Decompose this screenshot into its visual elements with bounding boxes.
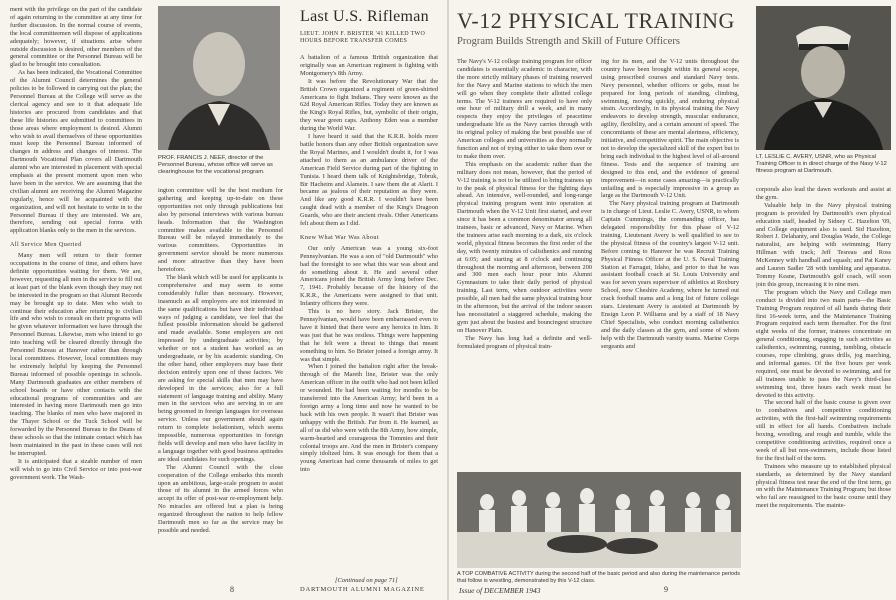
photo-caption: A TOP COMBATIVE ACTIVITY during the second half of the basic period and also during the maintenance periods that follow is wrestling, demonstrated by this V-12 class.: [457, 571, 741, 584]
paragraph: Our only American was a young six-foot Pennsylvanian. He was a son of "old Dartmouth" who had the foresight to see what this war was about and do something about it. He and several other Americans joined the British Army long before Dec. 7, 1941. Probably because of the history of the K.R.R., the Americans were assigned to that unit. Infantry officers they were.: [300, 244, 438, 308]
paragraph: The blank which will be used for applicants is comprehensive and may seem to some considerably fuller than necessary. However, inasmuch as all employers are not interested in the same qualifications but have their individual ways of judging a candidate, we feel that the fullest possible information should be gathered and made available. Some employers are not impressed by undergraduate activities; by whether or not a student has worked as an undergraduate, or by his academic standing. On the other hand, other employers may base their decision entirely upon one of these factors. We are asking for special skills that men may have developed in the services; also for a full statement of language training and ability. Many men in the services who are serving in or are being groomed in foreign languages for overseas service. Unless our government should again return to complete isolationism, which seems impossible, numerous opportunities in foreign fields will develop and men who have facility in a language together with good business aptitudes are ideal candidates for such openings.: [158, 273, 283, 463]
left-column-1: [10, 6, 142, 588]
subhead: Knew What War Was About: [300, 233, 380, 241]
paragraph: A battalion of a famous British organization that originally was an American regiment is fighting with Montgomery's 8th Army.: [300, 54, 438, 77]
article-deck: LIEUT. JOHN F. BRISTER '41 KILLED TWO HOURS BEFORE TRANSFER COMES: [300, 31, 426, 45]
paragraph: As has been indicated, the Vocational Committee of the Alumni Council determines the general policies to be followed in carrying out the plan; the Personnel Bureau at the College will serve as the clerical agency and see to it that adequate life histories are procured from candidates and that these life histories are submitted to committees in those areas where employment is desired. Alumni who wish to avail themselves of these opportunities must keep the Personnel Bureau informed of changes in address and changes of interest. The Dartmouth Vocational Plan covers all Dartmouth alumni who are interested in placement with special emphasis at the present moment upon men who have been in the service. We are assuming that the civilian alumni are receiving the Alumni Magazine regularly, hence will be acquainted with the organization, and will not hesitate to write in to the Personnel Bureau if they are interested. We are, therefore, sending out special forms with application blanks only to the men in the services.: [10, 69, 142, 235]
paragraph: Trainees who measure up to established physical standards, as determined by the Navy standard physical fitness test near the end of the first term, go on with the Maintenance Training Program; but those who fail are reassigned to the basic course until they meet the requirements. The mainte-: [756, 462, 891, 510]
paragraph: corporals also lead the dawn workouts and assist at the gym.: [756, 186, 891, 201]
left-column-3: [300, 54, 438, 574]
page-number: 9: [664, 585, 668, 594]
right-column-2: [601, 58, 739, 470]
continued-note: [Continued on page 71]: [335, 577, 398, 584]
article-title: Last U.S. Rifleman: [300, 8, 429, 25]
paragraph: The Navy physical training program at Dartmouth is in charge of Lieut. Leslie C. Avery, USNR, to whom Captain Cummings, the commanding officer, has delegated responsibility for this phase of V-12 training. Lieutenant Avery is well qualified to see to the physical fitness of the country's largest V-12 unit. Before coming to Hanover he was Recruit Training Physical Fitness Officer at the U. S. Naval Training Station at Farragut, Idaho, and prior to that he was assistant football coach at St. Louis University and was for seven years supervisor of athletics at Roxbury School, now Cheshire Academy, where he turned out crack football teams and a long list of future college stars. Lieutenant Avery is assisted at Dartmouth by Ensign Leon P. Williams and by a staff of 18 Navy Chief Specialists, who conduct morning calisthenics and the daily classes at the gym, and some of whom help with the Dartmouth varsity teams. Marine Corps sergeants and: [601, 200, 739, 350]
right-page: [449, 0, 896, 600]
portrait-caption: LT. LESLIE C. AVERY, USNR, who as Physical Training Officer is in direct charge of the Navy V-12 fitness program at Dartmouth.: [756, 154, 887, 175]
right-column-1: [457, 58, 592, 470]
paragraph: Valuable help in the Navy physical training program is provided by Dartmouth's own physical education staff, headed by Sidney C. Hazelton '09, and College equipment also is used. Sid Hazelton, Robert J. Delahanty, and Douglas Wade, the College naturalist, are helping with swimming; Harry Hillman with track; Jeff Tesreau and Ross McKenney with handball and squash; and Pat Kaney and Lauren Sadler '28 with tumbling and apparatus. Tommy Keane, Dartmouth's golf coach, will soon join this group, increasing it to nine men.: [756, 201, 891, 288]
photo-caption: PROF. FRANCIS J. NEEF, director of the Personnel Bureau, whose office will serve as clearinghouse for the vocational program.: [158, 155, 273, 176]
paragraph: The program which the Navy and College men conduct is divided into two main parts—the Basic Training Program required of all hands during their first 16-week term, and the Maintenance Training Program required each term thereafter. For the first eight weeks of the former, trainees concentrate on general conditioning, engaging in such activities as calisthenics, swimming, running, tumbling, obstacle courses, rope climbing, grass drills, jog marching, and informal games. Of the five hours per week required, one must be devoted to swimming, and for all trainees unable to pass the Navy's third-class swimming test, three hours each week must be devoted to this activity.: [756, 288, 891, 399]
paragraph: When I joined the battalion right after the break-through of the Mareth line, Brister was the only American officer in the outfit who had not been killed or wounded. He had been waiting for months to be transferred into the American Army; he'd been in a foreign army a long time and now he wanted to be back with his own people. It wasn't that Brister was unhappy with the British. Far from it. He learned, as all of us did who were with the 8th Army, how simple, warm-hearted and courageous the Tommies and their colonial troops are. And the men in Brister's company simply idolized him. It was enough for them that a young American had come thousands of miles to get into: [300, 363, 438, 474]
right-column-3: [756, 186, 891, 588]
wrestling-photo: [457, 472, 741, 568]
paragraph: The Navy's V-12 college training program for officer candidates is essentially academic in character, with the more strictly military phases of training reserved for the Navy and Marine stations to which the men will go when they complete their allotted college terms. The V-12 trainees are required to have only one hour of military drill a week, and in many respects they enjoy the privileges of peacetime undergraduate life as the Navy carries through with its original policy of making the best possible use of American colleges and universities as they normally function and not of trying either to take them over or to make them over.: [457, 58, 592, 160]
paragraph: It is anticipated that a sizable number of men will wish to go into Civil Service or into post-war government work. The Wash-: [10, 457, 142, 481]
left-page: [0, 0, 447, 600]
issue-line: Issue of DECEMBER 1943: [459, 586, 541, 595]
left-column-2: [158, 187, 283, 587]
paragraph: It was before the Revolutionary War that the British Crown organized a regiment of green-shirted Americans to fight Indians. They were known as the 62d Royal American Rifles. Today they are known as the King's Royal Rifles, but, symbolic of their origin, they wear green caps. Anthony Eden was a member during the World War.: [300, 77, 438, 133]
neef-portrait: [158, 6, 280, 150]
portrait-image: [756, 6, 891, 150]
magazine-footer: DARTMOUTH ALUMNI MAGAZINE: [300, 586, 425, 593]
avery-portrait: [756, 6, 891, 150]
paragraph: I have heard it said that the K.R.R. holds more battle honors than any other British organization save the Royal Marines, and I wouldn't doubt it, for I was attached to them as an ambulance driver of the American Field Service during part of the fighting in Tunisia. I heard them talk of Knightsbridge, Tobruk, Bir Hacheim and Alamein. I saw them die at Alarit. I became as jealous of their reputation as they were. And like any good K.R.R. I wouldn't have been caught dead with a member of the King's Dragoon Guards, who are their ancient rivals. Other Americans felt about them as I did.: [300, 133, 438, 228]
paragraph: The second half of the basic course is given over to combatives and competitive conditioning activities, with the first-half swimming requirements still in effect for all hands. Combatives include boxing, wrestling, and rough and tumble, while the competitive conditioning activities, required once a week of all but non-swimmers, include those listed for the first half of the term.: [756, 399, 891, 462]
paragraph: ing for its men, and the V-12 units throughout the country have been brought within its general scope, using prescribed courses and standard Navy tests. Navy personnel, whether officers or gobs, must be prepared for long periods of standing, climbing, swimming, moving quickly, and enduring physical strain. Accordingly, in its physical training the Navy endeavors to develop strength, muscular endurance, agility, flexibility, and a certain amount of speed. The concomitants of these are mental alertness, efficiency, initiative, and competitive spirit. The main objective is not to develop the specialized skill of the expert but to bring each individual to the highest level of all-around fitness. Tests and the sequence of training are designed to this end, and the evidence of general improvement—in some cases amazing—is practically unfailing and is especially impressive in a group as large as the Dartmouth V-12 Unit.: [601, 58, 739, 200]
subhead: All Service Men Queried: [10, 241, 82, 249]
page-number: 8: [230, 585, 234, 594]
paragraph: This emphasis on the academic rather than the military does not mean, however, that the period of V-12 training is not to be utilized to bring trainees up to the peak of physical fitness for the fighting days ahead. An intensive, well-rounded, and long-range physical training program went into operation at Dartmouth when the V-12 Unit first started, and ever since it has been a common denominator among all trainees, basic or advanced, Navy or Marine. When the trainees arise each morning to a dark, six o'clock world, physical fitness becomes the first order of the day, with twenty minutes of calisthenics and running at 6:05; and starting at 8 o'clock and continuing throughout the morning and afternoon, between 200 and 300 men each hour pour into Alumni Gymnasium to take their daily period of physical training. Last term, when outdoor activities were possible, all men had the same physical training hour in the afternoon, but the arrival of the indoor season has necessitated a staggered schedule, making the gym just about the busiest and bouncingest structure on Hanover Plain.: [457, 160, 592, 334]
paragraph: The Navy has long had a definite and well-formulated program of physical train-: [457, 334, 592, 350]
paragraph: This is no hero story. Jack Brister, the Pennsylvanian, would have been embarrassed even to have it hinted that there were any heroics in him. It was just that he was restless. Things were happening that he felt were a threat to things that meant something to him. So Brister joined a foreign army. It was that simple.: [300, 308, 438, 363]
headline: V-12 PHYSICAL TRAINING: [457, 8, 735, 33]
portrait-image: [158, 6, 280, 150]
paragraph: ment with the privilege on the part of the candidate of again returning to the committee at any time for further discussion. In the normal course of events, the local committeemen will dispose of applications adequately; however, if situations arise where outside discussion is desired, other members of the general committee or the Personnel Bureau will be glad to be brought into consultation.: [10, 6, 142, 69]
wrestling-image: [457, 472, 741, 568]
paragraph: The Alumni Council with the close cooperation of the College embarks this month upon an ambitious, large-scale program to assist those of its alumni in the armed forces who accept its offer of post-war re-employment help. No miracles are offered but a plan is being organized throughout the nation to help fellow Dartmouth men so far as the service may be possible and needed.: [158, 463, 283, 534]
paragraph: Many men will return to their former occupations in the course of time, and others have definite opportunities waiting for them. We are, however, requesting all men in the service to fill out at least part of the blank even though they may not be interested in the program so that Alumni Records may be brought up to date. Men who wish to continue their education after returning to civilian life and who wish to consult on their programs will be given whatever information we have through the Personnel Bureau. Likewise, men who intend to go into teaching will be cleared directly through the Personnel Bureau at Hanover rather than through local committees. However, local committees may be extremely helpful by keeping the Personnel Bureau informed of possible openings in schools. Many Dartmouth graduates are either members of school boards or have other contacts with the educational programs of communities and are interested in having more Dartmouth men go into teaching. The blanks of men who have majored in the Thayer School or the Tuck School will be forwarded by the Personnel Bureau to the Deans of these schools so that the intimate contact which has been maintained in the past in these cases will not be interrupted.: [10, 252, 142, 457]
paragraph: ington committee will be the best medium for gathering and keeping up-to-date on these opportunities not only through publications but also by personal interviews with various bureau heads. Information that the Washington committee makes available to the Personnel Bureau will be relayed immediately to the various committees. Opportunities in government service should be more numerous and more attractive than they have been heretofore.: [158, 187, 283, 274]
subheadline: Program Builds Strength and Skill of Future Officers: [457, 36, 680, 47]
